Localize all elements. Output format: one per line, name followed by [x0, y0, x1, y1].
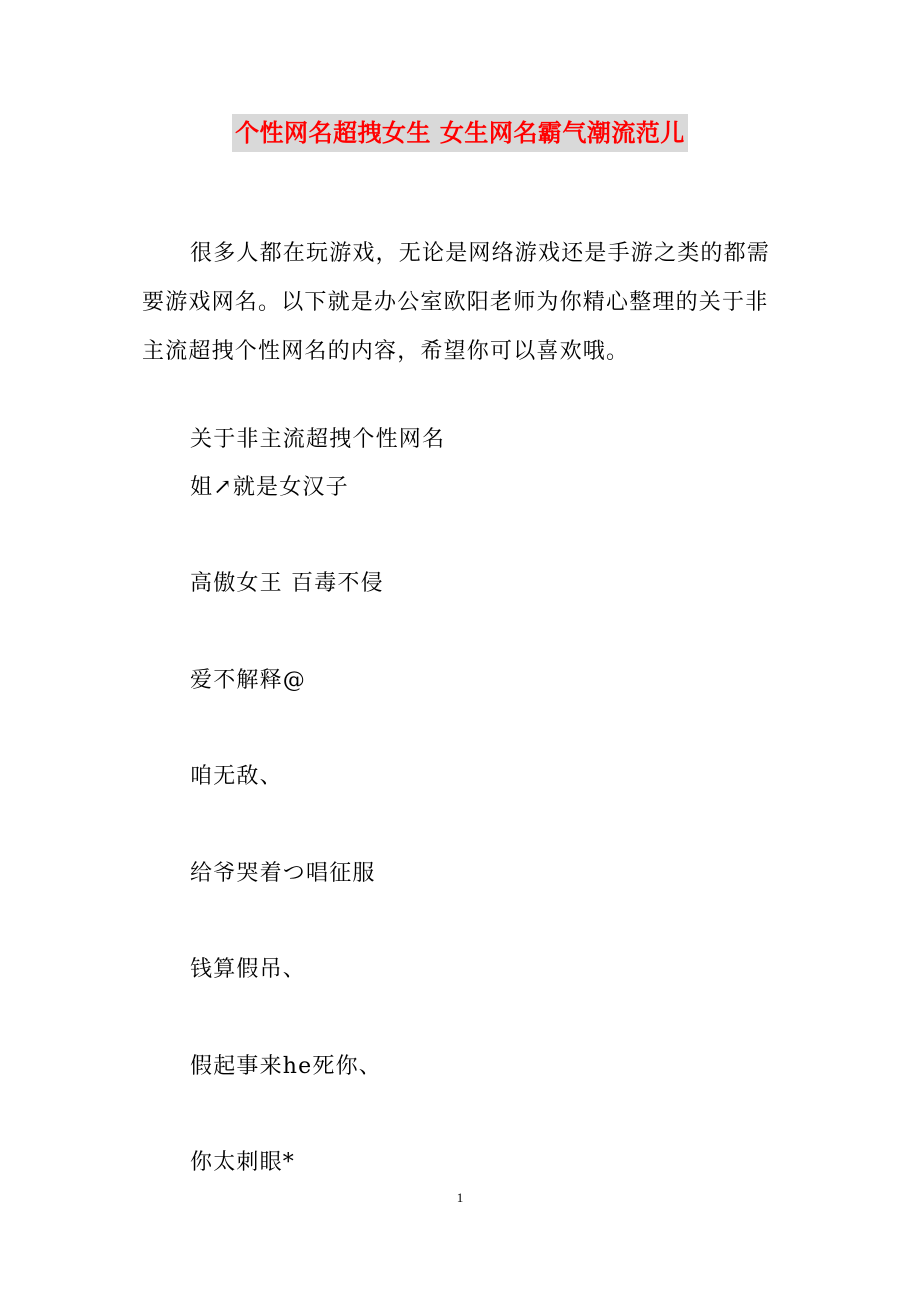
- name-item: 钱算假吊、: [190, 957, 307, 982]
- name-item: 你太刺眼*: [190, 1150, 296, 1175]
- intro-paragraph: 很多人都在玩游戏，无论是网络游戏还是手游之类的都需要游戏网名。以下就是办公室欧阳老师为你精心整理的关于非主流超拽个性网名的内容，希望你可以喜欢哦。: [142, 241, 771, 364]
- name-item: 高傲女王 百毒不侵: [190, 571, 384, 596]
- title-container: [0, 114, 920, 152]
- name-item: 假起事来he死你、: [190, 1054, 382, 1079]
- name-item: 给爷哭着つ唱征服: [190, 861, 376, 886]
- name-item: 爱不解释@: [190, 668, 307, 693]
- name-item: 姐↗就是女汉子: [190, 475, 349, 500]
- name-item: 咱无敌、: [190, 764, 283, 789]
- page-number: 1: [456, 1190, 464, 1205]
- document-title: 个性网名超拽女生 女生网名霸气潮流范儿: [232, 114, 688, 152]
- section-heading: 关于非主流超拽个性网名: [190, 427, 446, 452]
